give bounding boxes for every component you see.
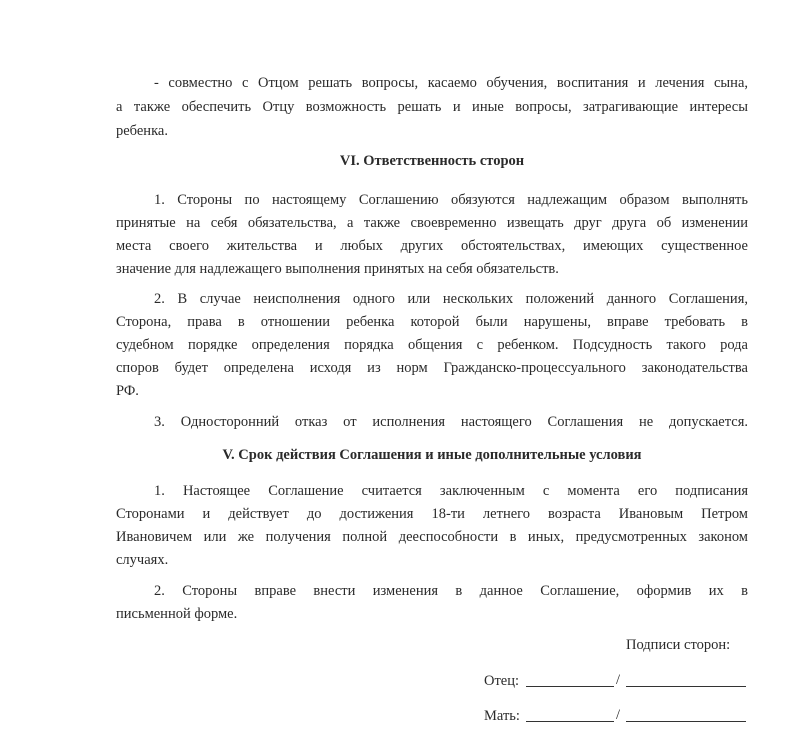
text-line: принятые на себя обязательства, а также своевременно извещать друг друга об изменении — [116, 215, 748, 231]
text-line: Ивановичем или же получения полной дееспособности в иных, предусмотренных законом — [116, 529, 748, 545]
section-title-term: V. Срок действия Соглашения и иные дополнительные условия — [222, 447, 642, 463]
father-name-line[interactable] — [626, 686, 746, 687]
mother-name-line[interactable] — [626, 721, 746, 722]
text-line: письменной форме. — [116, 606, 238, 622]
mother-separator: / — [616, 707, 621, 723]
father-signature-line[interactable] — [526, 686, 614, 687]
mother-signature-line[interactable] — [526, 721, 614, 722]
section-title-responsibility: VI. Ответственность сторон — [339, 153, 525, 169]
text-line: случаях. — [116, 552, 169, 568]
text-line: значение для надлежащего выполнения принятых на себя обязательств. — [116, 261, 559, 277]
mother-label: Мать: — [484, 708, 520, 724]
text-line: места своего жительства и любых других обстоятельствах, имеющих существенное — [116, 238, 748, 254]
text-line: 2. В случае неисполнения одного или нескольких положений данного Соглашения, — [154, 291, 748, 307]
signatures-heading: Подписи сторон: — [626, 637, 731, 653]
text-line: Сторонами и действует до достижения 18-ти летнего возраста Ивановым Петром — [116, 506, 748, 522]
text-line: Сторона, права в отношении ребенка которой были нарушены, вправе требовать в — [116, 314, 748, 330]
text-line: судебном порядке определения порядка общения с ребенком. Подсудность такого рода — [116, 337, 748, 353]
text-line: 2. Стороны вправе внести изменения в данное Соглашение, оформив их в — [154, 583, 748, 599]
text-line: 3. Односторонний отказ от исполнения настоящего Соглашения не допускается. — [154, 414, 748, 430]
text-line: ребенка. — [116, 123, 168, 139]
father-separator: / — [616, 672, 621, 688]
text-line: споров будет определена исходя из норм Гражданско-процессуального законодательства — [116, 360, 748, 376]
text-line: РФ. — [116, 383, 139, 399]
text-line: 1. Настоящее Соглашение считается заключенным с момента его подписания — [154, 483, 748, 499]
father-label: Отец: — [484, 673, 520, 689]
text-line: а также обеспечить Отцу возможность решать и иные вопросы, затрагивающие интересы — [116, 99, 748, 115]
text-line: - совместно с Отцом решать вопросы, касаемо обучения, воспитания и лечения сына, — [154, 75, 748, 91]
text-line: 1. Стороны по настоящему Соглашению обязуются надлежащим образом выполнять — [154, 192, 748, 208]
